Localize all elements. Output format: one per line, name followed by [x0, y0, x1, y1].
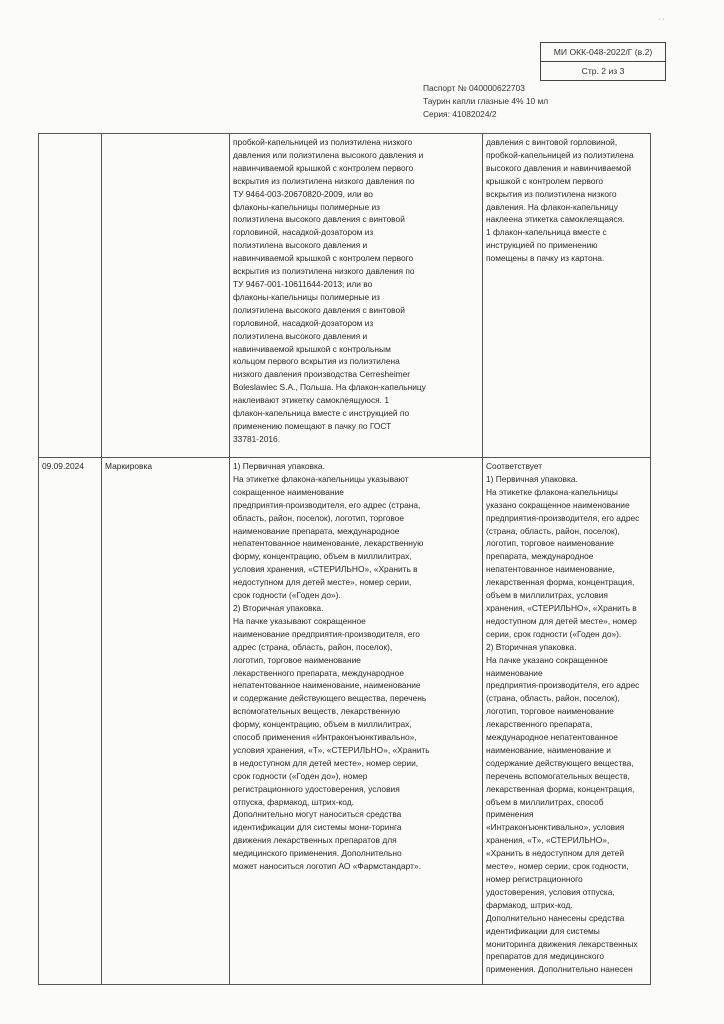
passport-number: Паспорт № 040000622703 — [423, 83, 525, 93]
result-text: давления с винтовой горловиной, пробкой-капельницей из полиэтилена высокого давления и навинчиваемой крышкой с контролем первого вскрытия из полиэтилена низкого давления. На флакон-капельницу наклеена этикетка самоклеящаяся. 1 флакон-капельница вместе с инструкцией по применению помещены в пачку из картона. — [486, 137, 634, 264]
result-cell — [483, 134, 651, 458]
indicator-cell — [102, 458, 230, 985]
page-number: Стр. 2 из 3 — [581, 66, 625, 76]
table-row — [39, 458, 651, 985]
requirement-cell — [230, 458, 483, 985]
corner-marks: · · — [658, 16, 665, 23]
date-text: 09.09.2024 — [42, 461, 84, 471]
quality-table — [38, 133, 651, 985]
passport-header — [423, 82, 548, 121]
date-cell — [39, 458, 102, 985]
requirement-text: 1) Первичная упаковка. На этикетке флакона-капельницы указывают сокращенное наименование предприятия-производителя, его адрес (страна, область, район, поселок), логотип, торговое наименование препарата, международное непатентованное наименование, лекарственную форму, концентрацию, объем в миллилитрах, условия хранения, «СТЕРИЛЬНО», «Хранить в недоступном для детей месте», номер серии, срок годности («Годен до»). 2) Вторичная упаковка. На пачке указывают сокращенное наименование предприятия-производителя, его адрес (страна, область, район, поселок), логотип, торговое наименование лекарственного препарата, международное непатентованное наименование, наименование и содержание действующего вещества, перечень вспомогательных веществ, лекарственную форму, концентрацию, объем в миллилитрах, способ применения «Интраконъюнктивально», условия хранения, «Т», «СТЕРИЛЬНО», «Хранить в недоступном для детей месте», номер серии, срок годности («Годен до»), номер регистрационного удостоверения, условия отпуска, фармакод, штрих-код. Дополнительно могут наноситься средства идентификации для системы мони-торинга движения лекарственных препаратов для медицинского применения. Дополнительно может наноситься логотип АО «Фармстандарт». — [233, 461, 430, 872]
indicator-text: Маркировка — [105, 461, 152, 471]
product-name: Таурин капли глазные 4% 10 мл — [423, 96, 549, 106]
result-text: Соответствует 1) Первичная упаковка. На этикетке флакона-капельницы указано сокращенное наименование предприятия-производителя, его адрес (страна, область, район, поселок), логотип, торговое наименование препарата, международное непатентованное наименование, лекарственная форма, концентрация, объем в миллилитрах, условия хранения, «СТЕРИЛЬНО», «Хранить в недоступном для детей месте», номер серии, срок годности («Годен до»). 2) Вторичная упаковка. На пачке указано сокращенное наименование предприятия-производителя, его адрес (страна, область, район, поселок), логотип, торговое наименование лекарственного препарата, международное непатентованное наименование, наименование и содержание действующего вещества, перечень вспомогательных веществ, лекарственная форма, концентрация, объем в миллилитрах, способ применения «Интраконъюнктивально», условия хранения, «Т», «СТЕРИЛЬНО», «Хранить в недоступном для детей месте», номер серии, срок годности, номер регистрационного удостоверения, условия отпуска, фармакод, штрих-код. Дополнительно нанесены средства идентификации для системы мониторинга движения лекарственных препаратов для медицинского применения. Дополнительно нанесен — [486, 461, 640, 975]
series-number: Серия: 41082024/2 — [423, 109, 497, 119]
document-code-box — [540, 42, 666, 81]
requirement-cell — [230, 134, 483, 458]
table-row — [39, 134, 651, 458]
document-code: МИ ОКК-048-2022/Г (в.2) — [541, 43, 665, 62]
result-cell — [483, 458, 651, 985]
requirement-text: пробкой-капельницей из полиэтилена низкого давления или полиэтилена высокого давления и навинчиваемой крышкой с контролем первого вскрытия из полиэтилена низкого давления по ТУ 9464-003-20670820-2009, или во флаконы-капельницы полимерные из полиэтилена высокого давления с винтовой горловиной, насадкой-дозатором из полиэтилена высокого давления и навинчиваемой крышкой с контролем первого вскрытия из полиэтилена низкого давления по ТУ 9467-001-10611644-2013; или во флаконы-капельницы полимерные из полиэтилена высокого давления с винтовой горловиной, насадкой-дозатором из полиэтилена высокого давления и навинчиваемой крышкой с контрольным кольцом первого вскрытия из полиэтилена низкого давления производства Cerresheimer Boleslawiec S.A., Польша. На флакон-капельницу наклеивают этикетку самоклеящуюся. 1 флакон-капельница вместе с инструкцией по применению помещают в пачку по ГОСТ 33781-2016. — [233, 137, 426, 444]
indicator-cell — [102, 134, 230, 458]
date-cell — [39, 134, 102, 458]
